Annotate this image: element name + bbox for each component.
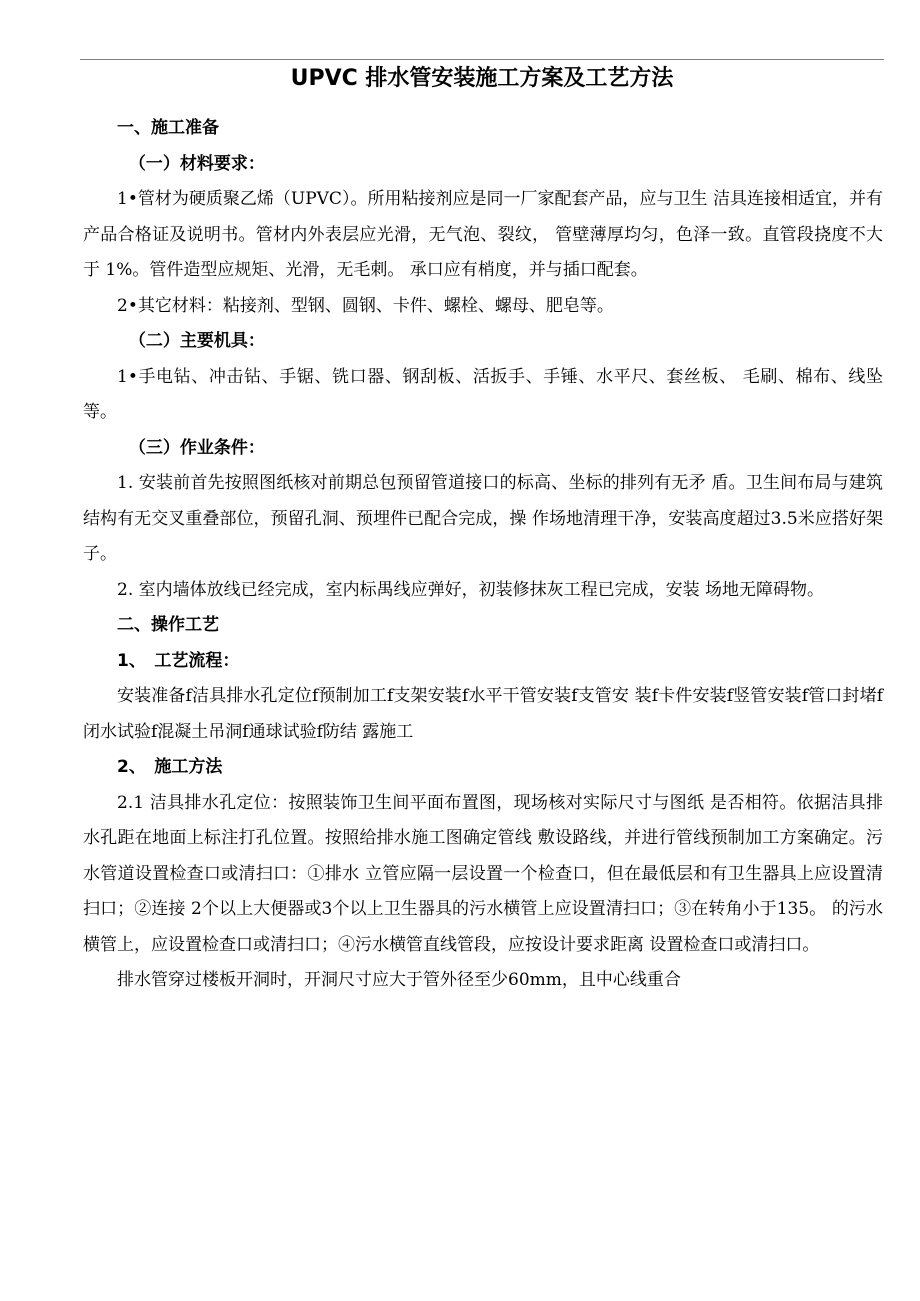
paragraph-pipe-material: 1•管材为硬质聚乙烯（UPVC）。所用粘接剂应是同一厂家配套产品，应与卫生 洁具连接相适宜，并有产品合格证及说明书。管材内外表层应光滑，无气泡、裂纹， 管壁薄厚均匀，色泽一致。直管段挠度不大于 1%。管件造型应规矩、光滑，无毛刺。 承口应有梢度，并与插口配套。 <box>83 189 883 280</box>
page-title: UPVC 排水管安装施工方案及工艺方法 <box>290 66 674 91</box>
header-rule <box>80 59 884 60</box>
subsection-heading-tools: （二）主要机具： <box>128 331 265 351</box>
subsection-heading-flow: 1、 工艺流程： <box>117 650 240 671</box>
paragraph-tools: 1•手电钻、冲击钻、手锯、铣口器、钢刮板、活扳手、手锤、水平尺、套丝板、 毛刷、棉布、线坠等。 <box>83 366 883 422</box>
subsection-heading-materials: （一）材料要求： <box>128 153 265 174</box>
subsection-heading-conditions: （三）作业条件： <box>128 437 265 458</box>
subsection-heading-method: 2、 施工方法 <box>117 757 223 777</box>
paragraph-process-flow: 安装准备f洁具排水孔定位f预制加工f支架安装f水平干管安装f支管安 装f卡件安装f竖管安装f管口封堵f闭水试验f混凝土吊洞f通球试验f防结 露施工 <box>83 686 883 742</box>
paragraph-method-2-1: 2.1 洁具排水孔定位：按照装饰卫生间平面布置图，现场核对实际尺寸与图纸 是否相符。依据洁具排水孔距在地面上标注打孔位置。按照给排水施工图确定管线 敷设路线，并进行管线预制加工方案确定。污水管道设置检查口或清扫口：①排水 立管应隔一层设置一个检查口，但在最低层和有卫生器具上应设置清扫口；②连接 2个以上大便器或3个以上卫生器具的污水横管上应设置清扫口；③在转角小于135。 的污水横管上，应设置检查口或清扫口；④污水横管直线管段，应按设计要求距离 设置检查口或清扫口。 <box>83 792 883 955</box>
section-heading-preparation: 一、施工准备 <box>117 118 219 138</box>
document-body <box>83 111 883 999</box>
section-heading-process: 二、操作工艺 <box>117 615 219 635</box>
paragraph-floor-opening: 排水管穿过楼板开洞时，开洞尺寸应大于管外径至少60mm，且中心线重合 <box>117 970 681 990</box>
paragraph-condition-2: 2. 室内墙体放线已经完成，室内标禺线应弹好，初装修抹灰工程已完成，安装 场地无障碍物。 <box>117 579 825 600</box>
paragraph-condition-1: 1. 安装前首先按照图纸核对前期总包预留管道接口的标高、坐标的排列有无矛 盾。卫生间布局与建筑结构有无交叉重叠部位，预留孔洞、预埋件已配合完成，操 作场地清理干净，安装高度超过3.5米应搭好架子。 <box>83 473 883 564</box>
paragraph-other-materials: 2•其它材料：粘接剂、型钢、圆钢、卡件、螺栓、螺母、肥皂等。 <box>117 295 614 316</box>
